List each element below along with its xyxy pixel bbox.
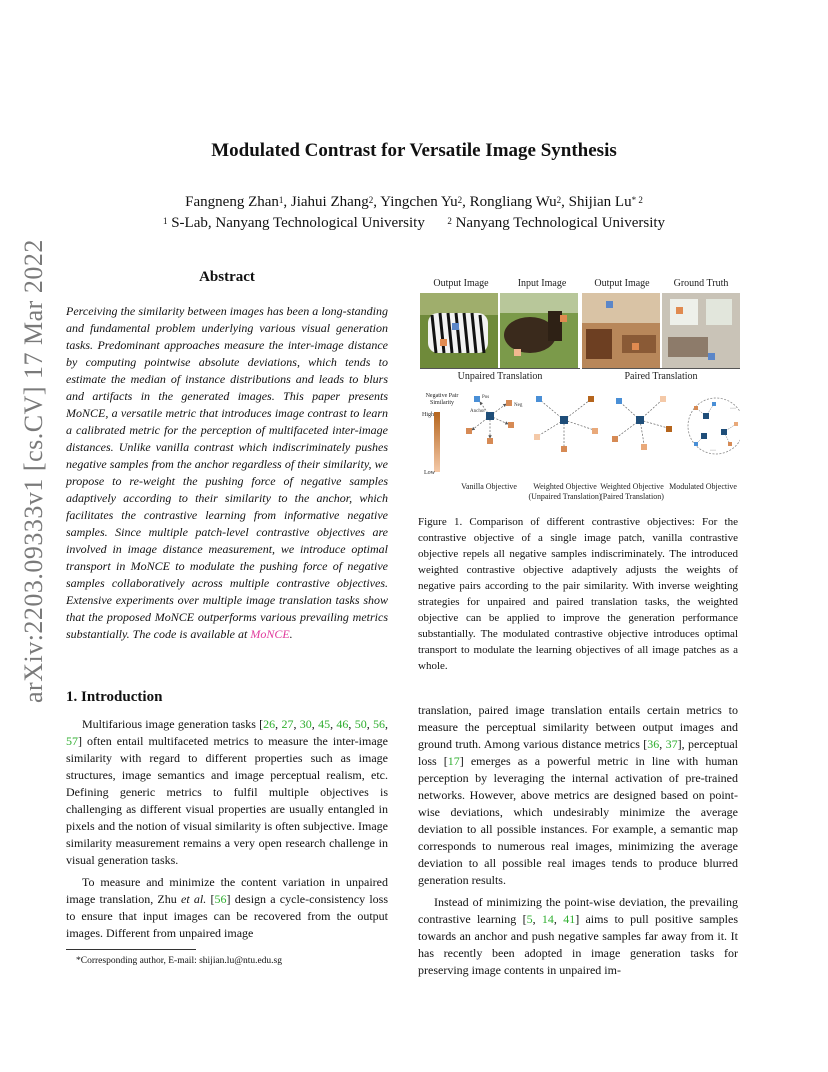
svg-text:···: ··· <box>710 448 716 454</box>
citation[interactable]: 36 <box>647 737 660 751</box>
contrastive-diagrams <box>450 394 740 474</box>
citation[interactable]: 30 <box>299 717 312 731</box>
group-label-unpaired: Unpaired Translation <box>457 371 543 382</box>
citation[interactable]: 37 <box>665 737 678 751</box>
citation[interactable]: 50 <box>354 717 367 731</box>
anchor-label: Anchor <box>470 409 485 414</box>
author-list: Fangneng Zhan$^1$, Jiahui Zhang$^2$, Yingchen Yu$^2$, Rongliang Wu$^2$, Shijian Lu$^{* 2}$ <box>185 194 643 210</box>
citation[interactable]: 26 <box>263 717 276 731</box>
legend-title: Negative Pair Similarity <box>425 393 459 406</box>
citation[interactable]: 56 <box>214 892 227 906</box>
footnote-rule <box>66 949 196 950</box>
citation[interactable]: 46 <box>336 717 349 731</box>
diagram-label-modulated: Modulated Objective <box>669 482 737 491</box>
paper-title: Modulated Contrast for Versatile Image Synthesis <box>211 140 617 161</box>
author-mark: 2 <box>556 195 562 205</box>
citation[interactable]: 17 <box>447 754 460 768</box>
affiliation: S-Lab, Nanyang Technological University <box>171 215 425 231</box>
paragraph: translation, paired image translation entails certain metrics to measure the perceptual similarity between output images and ground truth. Among various distance metrics [36, 37], perceptual loss [17] emerges as a powerful metric in line with human perception by leveraging the internal activation of pre-trained networks. However, above metrics are designed based on point-wise deviations, which undesirably minimize the average deviation to all possible instances. For example, a semantic map corresponds to numerous real images, minimizing the average deviation to all possible real images tends to produce blurred generation results. <box>418 703 739 887</box>
paragraph: Instead of minimizing the point-wise deviation, the prevailing contrastive learning [5, 14, 41] aims to pull positive samples towards an anchor and push negative samples far away from it. It has recently been adopted in image generation tasks for preserving image contents in unpaired im- <box>418 895 739 977</box>
section-heading: 1. Introduction <box>66 689 163 705</box>
figure-1 <box>420 276 740 506</box>
neg-label: Neg <box>514 403 523 408</box>
paragraph: Multifarious image generation tasks [26, 27, 30, 45, 46, 50, 56, 57] often entail multifaceted metrics to measure the inter-image similarity with regard to different properties such as image structures, image semantics and image perceptual realism, etc. Defining generic metrics to fulfil multiple objectives is challenging as different visual properties are usually entangled in pixels and the notion of visual similarity is often subjective. Image similarity measurement remains a very open research challenge in visual generation tasks. <box>66 717 389 867</box>
citation[interactable]: 45 <box>318 717 331 731</box>
author: Shijian Lu <box>568 194 632 210</box>
diagram-label-weighted-paired: Weighted Objective (Paired Translation) <box>600 482 664 501</box>
svg-text:···: ··· <box>730 406 736 412</box>
author-mark: 2 <box>457 195 463 205</box>
author: Fangneng Zhan <box>185 194 279 210</box>
legend-high: High <box>422 412 434 418</box>
modulated-diagram <box>688 398 740 454</box>
citation[interactable]: 14 <box>541 912 554 926</box>
figure-top-label: Output Image <box>594 278 650 289</box>
author-mark: 1 <box>278 195 284 205</box>
group-label-paired: Paired Translation <box>624 371 698 382</box>
code-link[interactable]: MoNCE <box>250 627 290 641</box>
author: Yingchen Yu <box>380 194 458 210</box>
citation[interactable]: 41 <box>563 912 576 926</box>
weighted-paired-diagram <box>612 396 672 450</box>
citation[interactable]: 27 <box>281 717 294 731</box>
zebra-output-image <box>420 293 498 369</box>
paragraph: To measure and minimize the content variation in unpaired image translation, Zhu et al. [56] design a cycle-consistency loss to ensure that input images can be recovered from the output images. Different from unpaired image <box>66 875 389 940</box>
author-mark: * 2 <box>631 195 643 205</box>
figure-top-label: Ground Truth <box>673 278 729 289</box>
affiliations: $^1$ S-Lab, Nanyang Technological University $^2$ Nanyang Technological University <box>162 215 666 231</box>
legend-low: Low <box>424 470 435 476</box>
abstract-text: Perceiving the similarity between images has been a long-standing and fundamental problem underlying various visual generation tasks. Predominant approaches measure the inter-image distance by computing pointwise absolute deviations, which tends to estimate the median of instance distributions and leads to blurs and artifacts in the generated images. This paper presents MoNCE, a versatile metric that introduces image contrast to learn a calibrated metric for the perception of multifaceted inter-image distances. Unlike vanilla contrast which indiscriminately pushes negative samples from the anchor regardless of their similarity, we propose to re-weight the pushing force of negative samples adaptively according to their similarity to the anchor, which facilitates the contrastive learning from informative negative samples. Since multiple patch-level contrastive objectives are involved in image distance measurement, we introduce optimal transport in MoNCE to modulate the pushing force of negative samples collaboratively across multiple contrastive objectives. Extensive experiments over multiple image translation tasks show that the proposed MoNCE outperforms various prevailing metrics substantially. The code is available at MoNCE. <box>66 304 388 641</box>
pos-label: Pos <box>482 395 490 400</box>
room-output-image <box>582 293 660 369</box>
room-ground-truth-image <box>662 293 740 369</box>
diagram-label-weighted-unpaired: Weighted Objective (Unpaired Translation) <box>528 482 602 501</box>
citation[interactable]: 57 <box>66 734 78 748</box>
similarity-colorbar <box>434 412 440 472</box>
author: Rongliang Wu <box>469 194 557 210</box>
author: Jiahui Zhang <box>290 194 369 210</box>
citation[interactable]: 5 <box>526 912 533 926</box>
arxiv-identifier: arXiv:2203.09333v1 [cs.CV] 17 Mar 2022 <box>19 239 48 703</box>
figure-top-label: Output Image <box>433 278 489 289</box>
introduction-column-1 <box>66 716 388 942</box>
author-mark: 2 <box>368 195 374 205</box>
figure-caption: Figure 1. Comparison of different contrastive objectives: For the contrastive objective of a single image patch, vanilla contrastive objective repels all negative samples indiscriminately. The introduced weighted contrastive objective adaptively adjusts the weights of negative pairs according to the pair similarity. With inverse weighting strategies for unpaired and paired translation tasks, the weighted objective can be applied to improve the generation performance substantially. The modulated contrastive objective introduces optimal transport to modulate the learning objectives of all image patches as a whole. <box>418 516 738 672</box>
abstract-heading: Abstract <box>199 269 255 285</box>
vanilla-diagram <box>466 395 523 444</box>
introduction-column-2 <box>418 702 738 979</box>
figure-top-label: Input Image <box>517 278 567 289</box>
footnote: *Corresponding author, E-mail: shijian.lu@ntu.edu.sg <box>76 956 282 966</box>
affiliation: Nanyang Technological University <box>455 215 666 231</box>
diagram-label-vanilla: Vanilla Objective <box>461 482 517 491</box>
horse-input-image <box>500 293 578 369</box>
citation[interactable]: 56 <box>373 717 386 731</box>
weighted-unpaired-diagram <box>534 396 598 452</box>
